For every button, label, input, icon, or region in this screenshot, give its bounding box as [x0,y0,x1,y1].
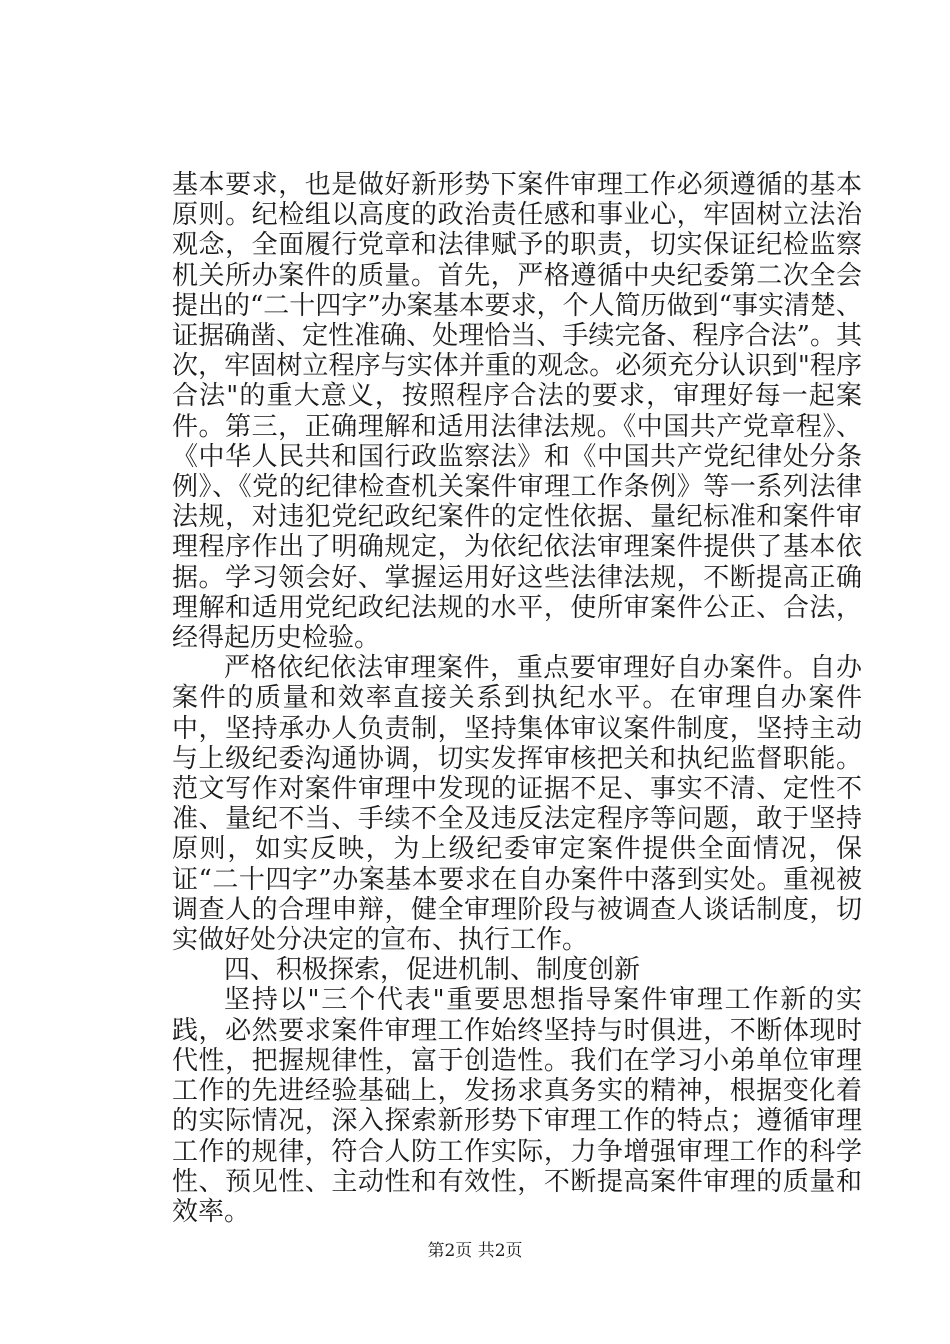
paragraph-2: 严格依纪依法审理案件，重点要审理好自办案件。自办案件的质量和效率直接关系到执纪水平。在审理自办案件中，坚持承办人负责制，坚持集体审议案件制度，坚持主动与上级纪委沟通协调，切实发挥审核把关和执纪监督职能。范文写作对案件审理中发现的证据不足、事实不清、定性不准、量纪不当、手续不全及违反法定程序等问题，敢于坚持原则，如实反映，为上级纪委审定案件提供全面情况，保证“二十四字”办案基本要求在自办案件中落到实处。重视被调查人的合理申辩，健全审理阶段与被调查人谈话制度，切实做好处分决定的宣布、执行工作。 [172,653,862,956]
paragraph-1: 基本要求，也是做好新形势下案件审理工作必须遵循的基本原则。纪检组以高度的政治责任感和事业心，牢固树立法治观念，全面履行党章和法律赋予的职责，切实保证纪检监察机关所办案件的质量。首先，严格遵循中央纪委第二次全会提出的“二十四字”办案基本要求，个人简历做到“事实清楚、证据确凿、定性准确、处理恰当、手续完备、程序合法”。其次，牢固树立程序与实体并重的观念。必须充分认识到"程序合法"的重大意义，按照程序合法的要求，审理好每一起案件。第三，正确理解和适用法律法规。《中国共产党章程》、《中华人民共和国行政监察法》和《中国共产党纪律处分条例》、《党的纪律检查机关案件审理工作条例》等一系列法律法规，对违犯党纪政纪案件的定性依据、量纪标准和案件审理程序作出了明确规定，为依纪依法审理案件提供了基本依据。学习领会好、掌握运用好这些法律法规，不断提高正确理解和适用党纪政纪法规的水平，使所审案件公正、合法，经得起历史检验。 [172,170,862,654]
paragraph-3: 坚持以"三个代表"重要思想指导案件审理工作新的实践，必然要求案件审理工作始终坚持与时俱进，不断体现时代性，把握规律性，富于创造性。我们在学习小弟单位审理工作的先进经验基础上，发扬求真务实的精神，根据变化着的实际情况，深入探索新形势下审理工作的特点；遵循审理工作的规律，符合人防工作实际，力争增强审理工作的科学性、预见性、主动性和有效性，不断提高案件审理的质量和效率。 [172,985,862,1227]
document-body [172,170,862,1227]
section-heading: 四、积极探索，促进机制、制度创新 [224,955,641,986]
page-indicator: 第2页 共2页 [427,1241,523,1261]
page-footer [0,1240,950,1262]
